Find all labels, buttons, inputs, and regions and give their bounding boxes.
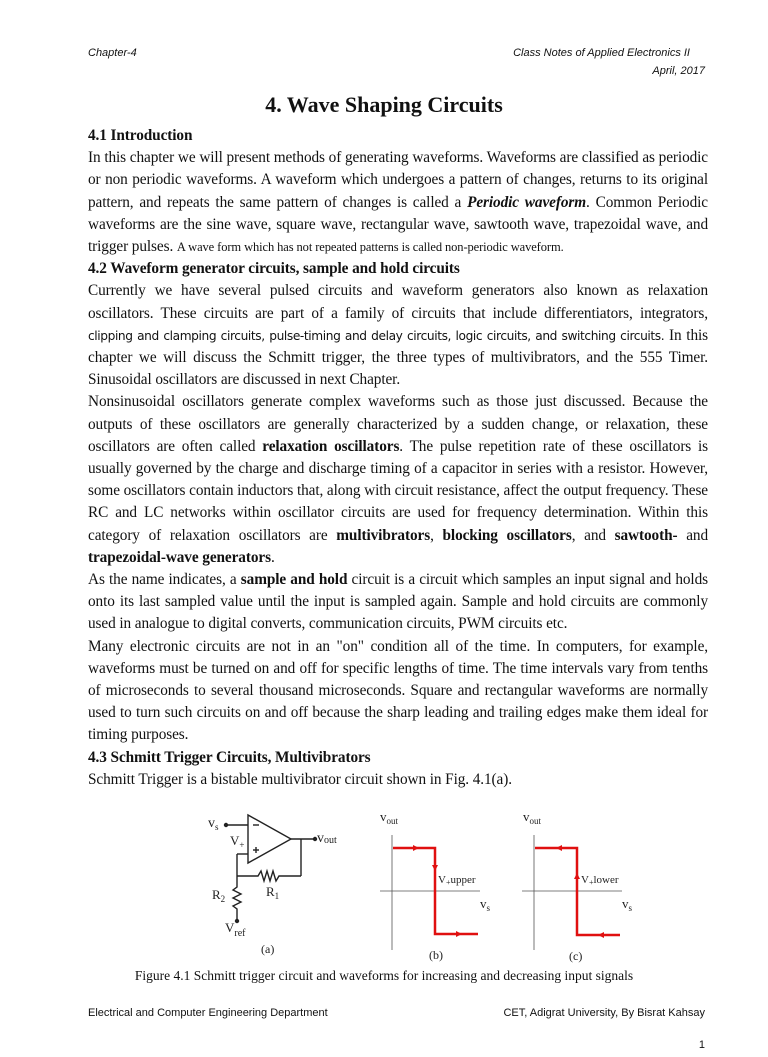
text-run: . Common Periodic waveforms are the sine wave, square wave, rectangular wave, sawtooth wave, trapezoidal wave, and trigger pulses. bbox=[88, 193, 708, 256]
label-r1: $R_1$ bbox=[266, 884, 280, 902]
paragraph bbox=[88, 391, 708, 569]
header-row bbox=[0, 0, 768, 83]
text-run: . The pulse repetition rate of these oscillators is usually governed by the charge and discharge timing of a capacitor in series with a resistor. However, some oscillators contain inductors that, along with circuit resistance, affect the output frequency. These RC and LC networks within oscillator circuits are used for frequency determination. Within this category of relaxation oscillators are bbox=[88, 437, 708, 544]
text-run: As the name indicates, a bbox=[88, 571, 241, 589]
text-run: Currently we have several pulsed circuits and waveform generators also known as relaxation oscillators. These circuits are part of a family of circuits that include differentiators, integrators, bbox=[88, 282, 708, 322]
plot-c bbox=[522, 835, 622, 950]
figure-schmitt-trigger bbox=[200, 805, 650, 963]
label-vout: vout bbox=[317, 831, 337, 847]
section-heading bbox=[88, 747, 708, 769]
label-vs: $v_s$ bbox=[208, 816, 219, 833]
emphasis-text: sample and hold bbox=[240, 571, 348, 589]
paragraph bbox=[88, 569, 708, 636]
label-vref: $V_{ref}$ bbox=[225, 920, 246, 940]
circuit-diagram bbox=[225, 815, 317, 923]
label-a: (a) bbox=[261, 942, 275, 957]
page-title: 4. Wave Shaping Circuits bbox=[265, 92, 503, 117]
plot-c-y-label: $v_{out}$ bbox=[523, 809, 542, 827]
header-course: Class Notes of Applied Electronics II bbox=[513, 47, 690, 59]
emphasis-text: multivibrators bbox=[336, 526, 431, 544]
footer bbox=[88, 1007, 705, 1057]
emphasis-text: 4.2 Waveform generator circuits, sample and hold circuits bbox=[88, 260, 460, 278]
label-b: (b) bbox=[429, 948, 443, 963]
footer-institution: CET, Adigrat University, By Bisrat Kahsay bbox=[503, 1007, 705, 1020]
paragraph bbox=[88, 147, 708, 258]
text-run: In this chapter we will present methods of generating waveforms. Waveforms are classified as periodic or non periodic waveforms. A waveform which undergoes a pattern of changes, returns to its original pattern, and repeats the same pattern of changes is called a bbox=[88, 149, 708, 211]
plot-b-threshold: V+upper bbox=[438, 874, 476, 888]
footer-department: Electrical and Computer Engineering Department bbox=[88, 1007, 328, 1020]
emphasis-text: sawtooth- bbox=[614, 526, 678, 544]
text-run: Many electronic circuits are not in an "on" condition all of the time. In computers, for example, waveforms must be turned on and off for specific lengths of time. The time intervals vary from tenths of microseconds to several thousand microseconds. Square and rectangular waveforms are normally used to turn such circuits on and off because the sharp leading and trailing edges make them ideal for timing purposes. bbox=[88, 637, 708, 744]
label-c: (c) bbox=[569, 949, 583, 964]
emphasis-text: 4.3 Schmitt Trigger Circuits, Multivibrators bbox=[88, 748, 371, 766]
text-run: and bbox=[677, 526, 708, 544]
text-run: In this chapter we will discuss the Schmitt trigger, the three types of multivibrators, and the 555 Timer. Sinusoidal oscillators are discussed in next Chapter. bbox=[88, 326, 708, 389]
plot-b-x-label: $v_s$ bbox=[480, 896, 491, 914]
plot-b bbox=[380, 835, 480, 950]
section-heading bbox=[88, 125, 708, 147]
header-chapter: Chapter-4 bbox=[88, 47, 137, 59]
plot-b-y-label: $v_{out}$ bbox=[380, 809, 399, 827]
section-heading bbox=[88, 258, 708, 280]
text-run: , and bbox=[571, 526, 615, 544]
emphasis-text: blocking oscillators bbox=[442, 526, 572, 544]
header-date: April, 2017 bbox=[652, 65, 705, 77]
label-r2: $R_2$ bbox=[212, 887, 226, 905]
emphasis-text: trapezoidal-wave generators bbox=[88, 548, 271, 566]
plot-c-threshold: V+lower bbox=[581, 874, 619, 888]
text-run: , bbox=[430, 526, 443, 544]
page-number: 1 bbox=[698, 1039, 705, 1052]
text-run: A wave form which has not repeated patterns is called non-periodic waveform. bbox=[176, 240, 564, 255]
paragraph bbox=[88, 769, 708, 791]
emphasis-text: relaxation oscillators bbox=[262, 437, 400, 455]
text-run: circuit is a circuit which samples an input signal and holds onto its last sampled value until the input is sampled again. Sample and hold circuits are commonly used in analogue to digital converts, communication circuits, PWM circuits etc. bbox=[88, 571, 708, 633]
paragraph bbox=[88, 280, 708, 391]
text-run: . bbox=[270, 548, 275, 566]
text-run: Schmitt Trigger is a bistable multivibrator circuit shown in Fig. 4.1(a). bbox=[88, 770, 512, 788]
plot-c-x-label: $v_s$ bbox=[622, 896, 633, 914]
emphasis-text: Periodic waveform bbox=[467, 193, 587, 211]
paragraph bbox=[88, 636, 708, 747]
figure-caption: Figure 4.1 Schmitt trigger circuit and waveforms for increasing and decreasing input signals bbox=[134, 968, 634, 984]
text-run: Nonsinusoidal oscillators generate complex waveforms such as those just discussed. Because the outputs of these oscillators are generally characterized by a sudden change, or relaxation, these oscillators are often called bbox=[88, 393, 708, 455]
text-run: clipping and clamping circuits, pulse-timing and delay circuits, logic circuits, and switching circuits. bbox=[88, 328, 665, 343]
label-vplus: $V_+$ bbox=[230, 833, 245, 851]
emphasis-text: 4.1 Introduction bbox=[88, 127, 193, 144]
document-body bbox=[88, 125, 708, 791]
